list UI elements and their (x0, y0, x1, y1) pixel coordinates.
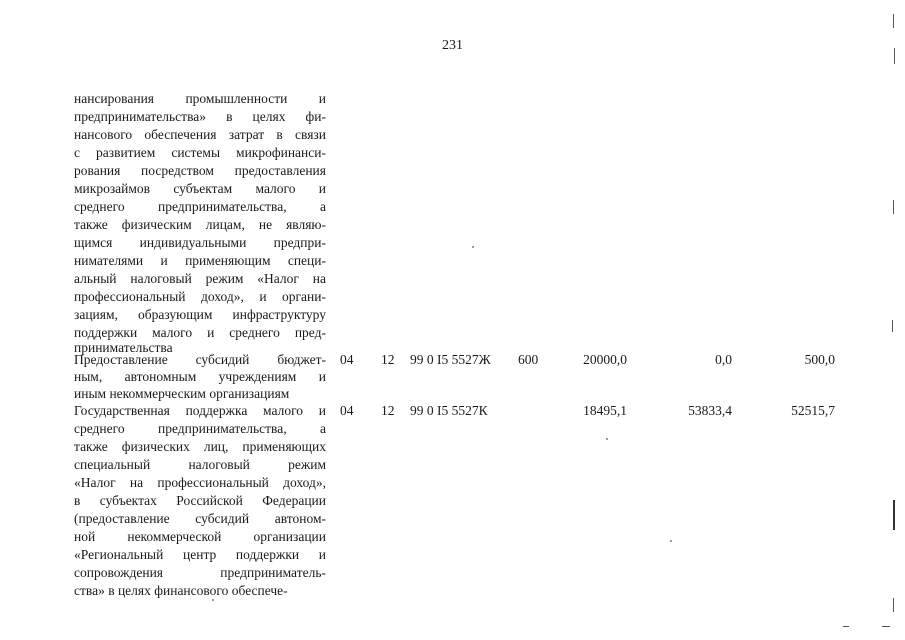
scan-speck (670, 540, 672, 542)
row-description-line: ства» в целях финансового обеспече- (74, 583, 288, 598)
row-description-line: «Региональный центр поддержки и (74, 547, 326, 562)
row-description-line: (предоставление субсидий автоном- (74, 511, 326, 526)
scan-speck (606, 438, 608, 440)
row-description-line: с развитием системы микрофинанси- (74, 145, 326, 160)
row-description-line: сопровождения предприниматель- (74, 565, 326, 580)
scan-mark (892, 320, 893, 332)
subsection-code: 12 (381, 403, 395, 418)
row-description-line: также физических лиц, применяющих (74, 439, 326, 454)
amount-year-1: 20000,0 (583, 352, 627, 367)
row-description-line: профессиональный доход», и органи- (74, 289, 326, 304)
row-description-line: ной некоммерческой организации (74, 529, 326, 544)
row-description-line: принимательства (74, 340, 173, 355)
row-description-line: иным некоммерческим организациям (74, 386, 290, 401)
row-description-line: «Налог на профессиональный доход», (74, 475, 326, 490)
row-description-line: альный налоговый режим «Налог на (74, 271, 326, 286)
page-number: 231 (442, 38, 463, 53)
target-item-code: 99 0 I5 5527К (410, 403, 488, 418)
expense-type-code: 600 (518, 352, 539, 367)
scan-mark (893, 14, 894, 28)
section-code: 04 (340, 352, 354, 367)
scan-mark (843, 626, 849, 627)
amount-year-1: 18495,1 (583, 403, 627, 418)
row-description-line: рования посредством предоставления (74, 163, 326, 178)
row-description-line: нансирования промышленности и (74, 91, 326, 106)
row-description-line: среднего предпринимательства, а (74, 421, 326, 436)
scan-speck (212, 599, 214, 601)
scan-mark (893, 598, 894, 612)
row-description-line: микрозаймов субъектам малого и (74, 181, 326, 196)
amount-year-2: 0,0 (715, 352, 732, 367)
scan-mark (893, 500, 895, 530)
row-description-line: Предоставление субсидий бюджет- (74, 352, 326, 367)
row-description-line: зациям, образующим инфраструктуру (74, 307, 326, 322)
scan-mark (894, 48, 895, 64)
scan-speck (472, 246, 474, 248)
row-description-line: также физическим лицам, не являю- (74, 217, 326, 232)
row-description-line: поддержки малого и среднего пред- (74, 325, 326, 340)
amount-year-2: 53833,4 (688, 403, 732, 418)
row-description-line: среднего предпринимательства, а (74, 199, 326, 214)
scan-mark (882, 626, 890, 627)
amount-year-3: 500,0 (804, 352, 835, 367)
row-description-line: Государственная поддержка малого и (74, 403, 326, 418)
scan-mark (893, 200, 894, 214)
row-description-line: специальный налоговый режим (74, 457, 326, 472)
target-item-code: 99 0 I5 5527Ж (410, 352, 491, 367)
row-description-line: ным, автономным учреждениям и (74, 369, 326, 384)
row-description-line: нансового обеспечения затрат в связи (74, 127, 326, 142)
row-description-line: щимся индивидуальными предпри- (74, 235, 326, 250)
row-description-line: предпринимательства» в целях фи- (74, 109, 326, 124)
row-description-line: нимателями и применяющим специ- (74, 253, 326, 268)
subsection-code: 12 (381, 352, 395, 367)
section-code: 04 (340, 403, 354, 418)
row-description-line: в субъектах Российской Федерации (74, 493, 326, 508)
amount-year-3: 52515,7 (791, 403, 835, 418)
